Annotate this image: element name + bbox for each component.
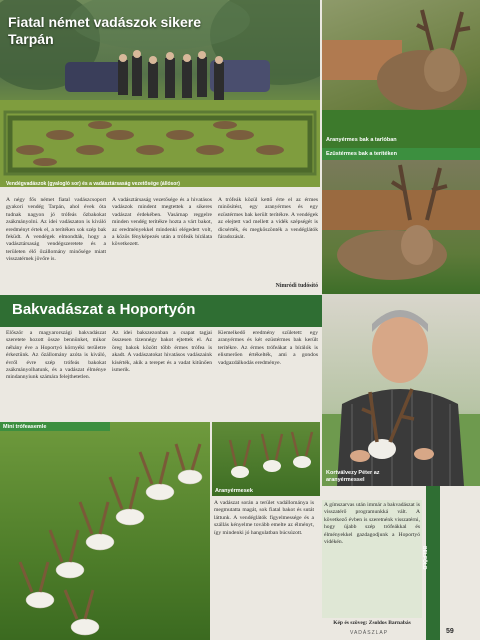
portrait-caption-1: Kortválvezy Péter az bbox=[326, 470, 380, 476]
top-title bbox=[8, 14, 201, 48]
portrait-caption-2: aranyérmessel bbox=[326, 477, 365, 483]
bottom-col-2-text: Az idei bakszezonban a csapat tagjai összesen tizennégy bakot ejtettek el. Az öreg bakok között több érmes trófea is akadt. A vadászatokat hivatásos vadászaink kísérték, akik a terepet és a vadat kitűnően ismerik. bbox=[112, 330, 212, 374]
gold-trophies-photo bbox=[212, 422, 320, 496]
lower-col-1-text: A vadászat során a terület vadállománya is megmutatta magát, sok fiatal bakot és sutát láttunk. A vendéglátók figyelmessége és a szállás kényelme tovább emelte az élményt, így mindenki jó hangulatban búcsúzott. bbox=[214, 500, 314, 536]
top-author: Nimródi tudósító bbox=[275, 283, 318, 289]
lower-col-2 bbox=[322, 500, 422, 618]
bottom-col-1-text: Először a magyarországi bakvadászat szeretete hozott össze bennünket, mikor néhány éve a Hoportyó környéki területre érkeztünk. Az őzállomány azóta is kiváló, évről évre szép trófeás bakokat zsákmányolhatunk, és a vadászat élménye mindannyiunk számára felejthetetlen. bbox=[6, 330, 106, 381]
lower-col-2-text: A gímszarvas után immár a bakvadászat is visszatérő programunkká vált. A következő évben is szeretnénk visszatérni, hogy újabb szép trófeákkal és élményekkel gazdagodjunk a Hoportyó vidékén. bbox=[324, 502, 420, 546]
bottom-col-3 bbox=[218, 330, 318, 420]
bottom-col-1 bbox=[6, 330, 106, 420]
bottom-title-band bbox=[0, 295, 322, 327]
top-col-3-text: A trófeák közül kettő érte el az érmes minősítést, egy aranyérmes és egy ezüstérmes bak került terítékre. A vendégek az elejtett vad mellett a vidék szépségét is dicsérték, és megköszönték a vendéglátók fáradozását. bbox=[218, 197, 318, 241]
footer-magazine-name: VADÁSZLAP bbox=[350, 630, 389, 636]
bottom-title: Bakvadászat a Hoportyón bbox=[12, 301, 196, 318]
trophy-caption-bar-1 bbox=[0, 422, 110, 431]
section-strip bbox=[421, 486, 440, 640]
main-photo-caption: Vendégvadászok (gyalogló sor) és a vadásztársaság vezetősége (állósor) bbox=[6, 181, 180, 187]
top-title-line-1: Fiatal német vadászok sikere bbox=[8, 14, 201, 30]
deer-photo-1 bbox=[322, 0, 480, 148]
bottom-col-2 bbox=[112, 330, 212, 420]
trophy-caption-2: Aranyérmesek bbox=[215, 488, 253, 494]
deer-photo-2 bbox=[322, 160, 480, 294]
top-title-line-2: Tarpán bbox=[8, 31, 54, 47]
top-col-2 bbox=[112, 197, 212, 289]
lower-col-1 bbox=[214, 500, 314, 630]
top-col-2-text: A vadásztársaság vezetősége és a hivatásos vadászok mindent megtettek a sikeres vadászat érdekében. Vasárnap reggelre minden vendég terítékre hozta a várt bakot, az eredményekkel mindenki elégedett volt, a közös fényképezés után a trófeák bírálata következett. bbox=[112, 197, 212, 248]
top-col-1-text: A négy fős német fiatal vadászcsoport gyakori vendég Tarpán, ahol évek óta tudnak nagyon jó trófeás őzbakokat zsákmányolni. Az idei vadászaton is kiváló eredményt értek el, a terítéken sok szép bak feküdt. A vendégek elmondták, hogy a vadásztársaság vendégszeretete és a területen élő őzállomány minősége miatt visszatérnek jövőre is. bbox=[6, 197, 106, 263]
top-col-3 bbox=[218, 197, 318, 281]
bottom-col-3-text: Kiemelkedő eredmény született: egy aranyérmes és két ezüstérmes bak került terítékre. Az érmes trófeákat a bírálók is elismerően értékelték, ami a gondos vadgazdálkodás eredménye. bbox=[218, 330, 318, 366]
green-caption-bar bbox=[322, 148, 480, 160]
trophy-lineup-photo bbox=[0, 422, 210, 640]
section-label: BELFÖLD bbox=[421, 546, 427, 570]
deer-caption-2: Ezüstérmes bak a terítéken bbox=[326, 151, 397, 157]
page-number: 59 bbox=[446, 628, 454, 635]
trophy-caption-1: Mini trófeasemle bbox=[3, 424, 47, 430]
deer-caption-1: Aranyérmes bak a tarlóban bbox=[326, 137, 397, 143]
hunter-portrait bbox=[322, 294, 480, 486]
top-col-1 bbox=[6, 197, 106, 289]
hunting-group-photo bbox=[0, 0, 320, 187]
photo-credit: Kép és szöveg: Zsoldos Barnabás bbox=[333, 620, 411, 626]
